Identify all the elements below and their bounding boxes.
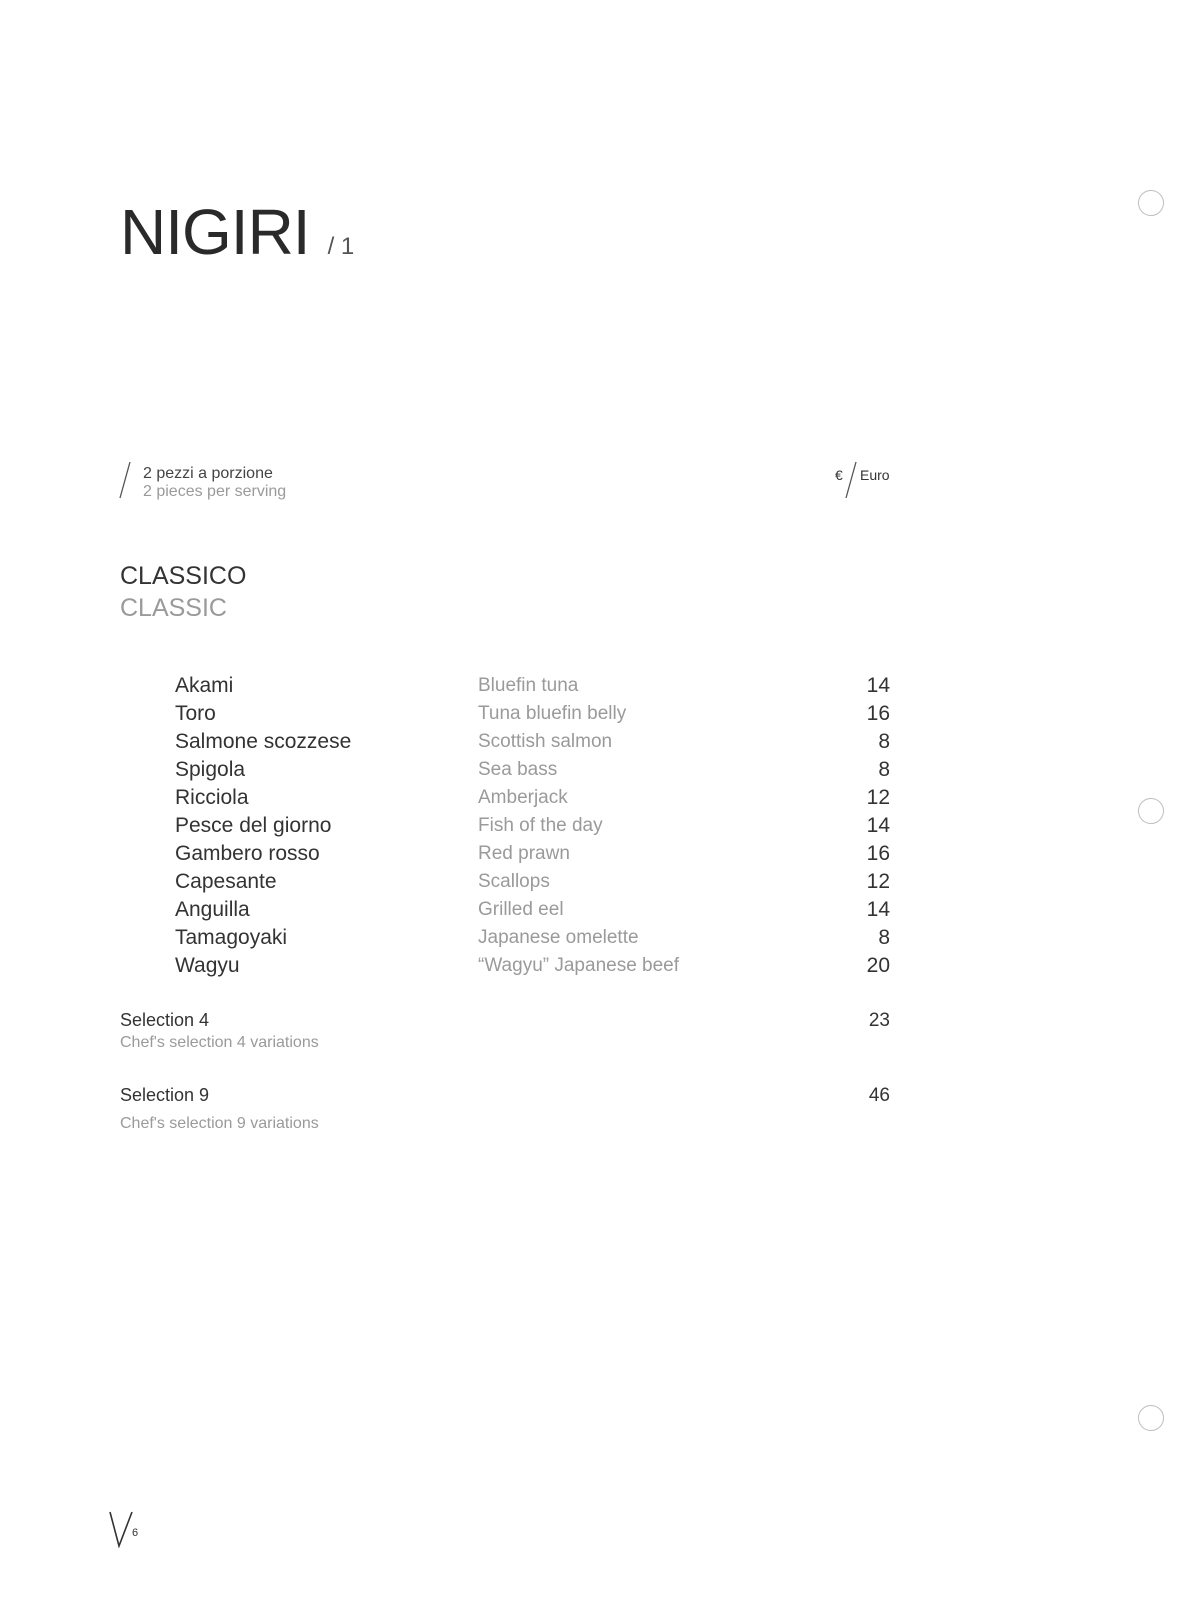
item-name-it: Tamagoyaki: [175, 926, 288, 949]
item-name-en: “Wagyu” Japanese beef: [478, 955, 680, 976]
item-price: 16: [866, 702, 890, 725]
menu-item: [0, 896, 1200, 924]
item-name-it: Anguilla: [175, 898, 250, 921]
binder-hole-top: [1138, 190, 1164, 216]
title-main: NIGIRI: [120, 196, 310, 268]
serving-note-it: 2 pezzi a porzione: [143, 465, 273, 482]
page-number: 6: [132, 1527, 139, 1539]
menu-item: [0, 840, 1200, 868]
menu-item: [0, 868, 1200, 896]
item-name-it: Toro: [175, 702, 216, 725]
item-name-it: Spigola: [175, 758, 246, 781]
item-name-it: Ricciola: [175, 786, 249, 809]
menu-item: [0, 784, 1200, 812]
item-price: 16: [866, 842, 890, 865]
item-price: 14: [866, 814, 890, 837]
item-price: 8: [878, 926, 890, 949]
v-logo-icon: [108, 1510, 134, 1548]
item-price: 12: [866, 870, 890, 893]
item-name-en: Scallops: [478, 871, 550, 892]
currency-label: Euro: [860, 467, 890, 483]
menu-item: [0, 700, 1200, 728]
item-name-it: Salmone scozzese: [175, 730, 352, 753]
item-name-en: Bluefin tuna: [478, 675, 579, 696]
menu-item: [0, 924, 1200, 952]
slash-divider-icon: [118, 460, 132, 500]
item-price: 14: [866, 674, 890, 697]
section-heading-en: CLASSIC: [120, 594, 227, 622]
item-name-en: Amberjack: [478, 787, 568, 808]
selection-name: Selection 4: [120, 1010, 210, 1030]
slash-divider-icon: [844, 460, 858, 500]
item-price: 12: [866, 786, 890, 809]
item-name-it: Akami: [175, 674, 234, 697]
menu-item: [0, 812, 1200, 840]
selection-desc: Chef's selection 4 variations: [120, 1034, 319, 1051]
item-name-it: Capesante: [175, 870, 277, 893]
menu-item: [0, 952, 1200, 980]
item-name-en: Grilled eel: [478, 899, 564, 920]
item-name-en: Fish of the day: [478, 815, 603, 836]
page-title: [120, 196, 354, 283]
selection-price: 46: [868, 1085, 890, 1106]
item-price: 8: [878, 758, 890, 781]
item-price: 14: [866, 898, 890, 921]
currency-symbol: €: [835, 467, 843, 483]
item-name-en: Japanese omelette: [478, 927, 639, 948]
item-name-it: Gambero rosso: [175, 842, 320, 865]
item-price: 8: [878, 730, 890, 753]
item-name-en: Red prawn: [478, 843, 570, 864]
selection-desc: Chef's selection 9 variations: [120, 1115, 319, 1132]
item-price: 20: [866, 954, 890, 977]
binder-hole-bottom: [1138, 1405, 1164, 1431]
serving-note-en: 2 pieces per serving: [143, 483, 287, 500]
item-name-en: Scottish salmon: [478, 731, 613, 752]
item-name-en: Sea bass: [478, 759, 558, 780]
title-page-indicator: / 1: [327, 233, 355, 260]
item-name-it: Wagyu: [175, 954, 240, 977]
menu-item: [0, 672, 1200, 700]
selection-price: 23: [868, 1010, 890, 1031]
menu-item: [0, 728, 1200, 756]
item-name-en: Tuna bluefin belly: [478, 703, 627, 724]
menu-item: [0, 756, 1200, 784]
item-name-it: Pesce del giorno: [175, 814, 332, 837]
section-heading-it: CLASSICO: [120, 562, 247, 590]
selection-name: Selection 9: [120, 1085, 210, 1105]
